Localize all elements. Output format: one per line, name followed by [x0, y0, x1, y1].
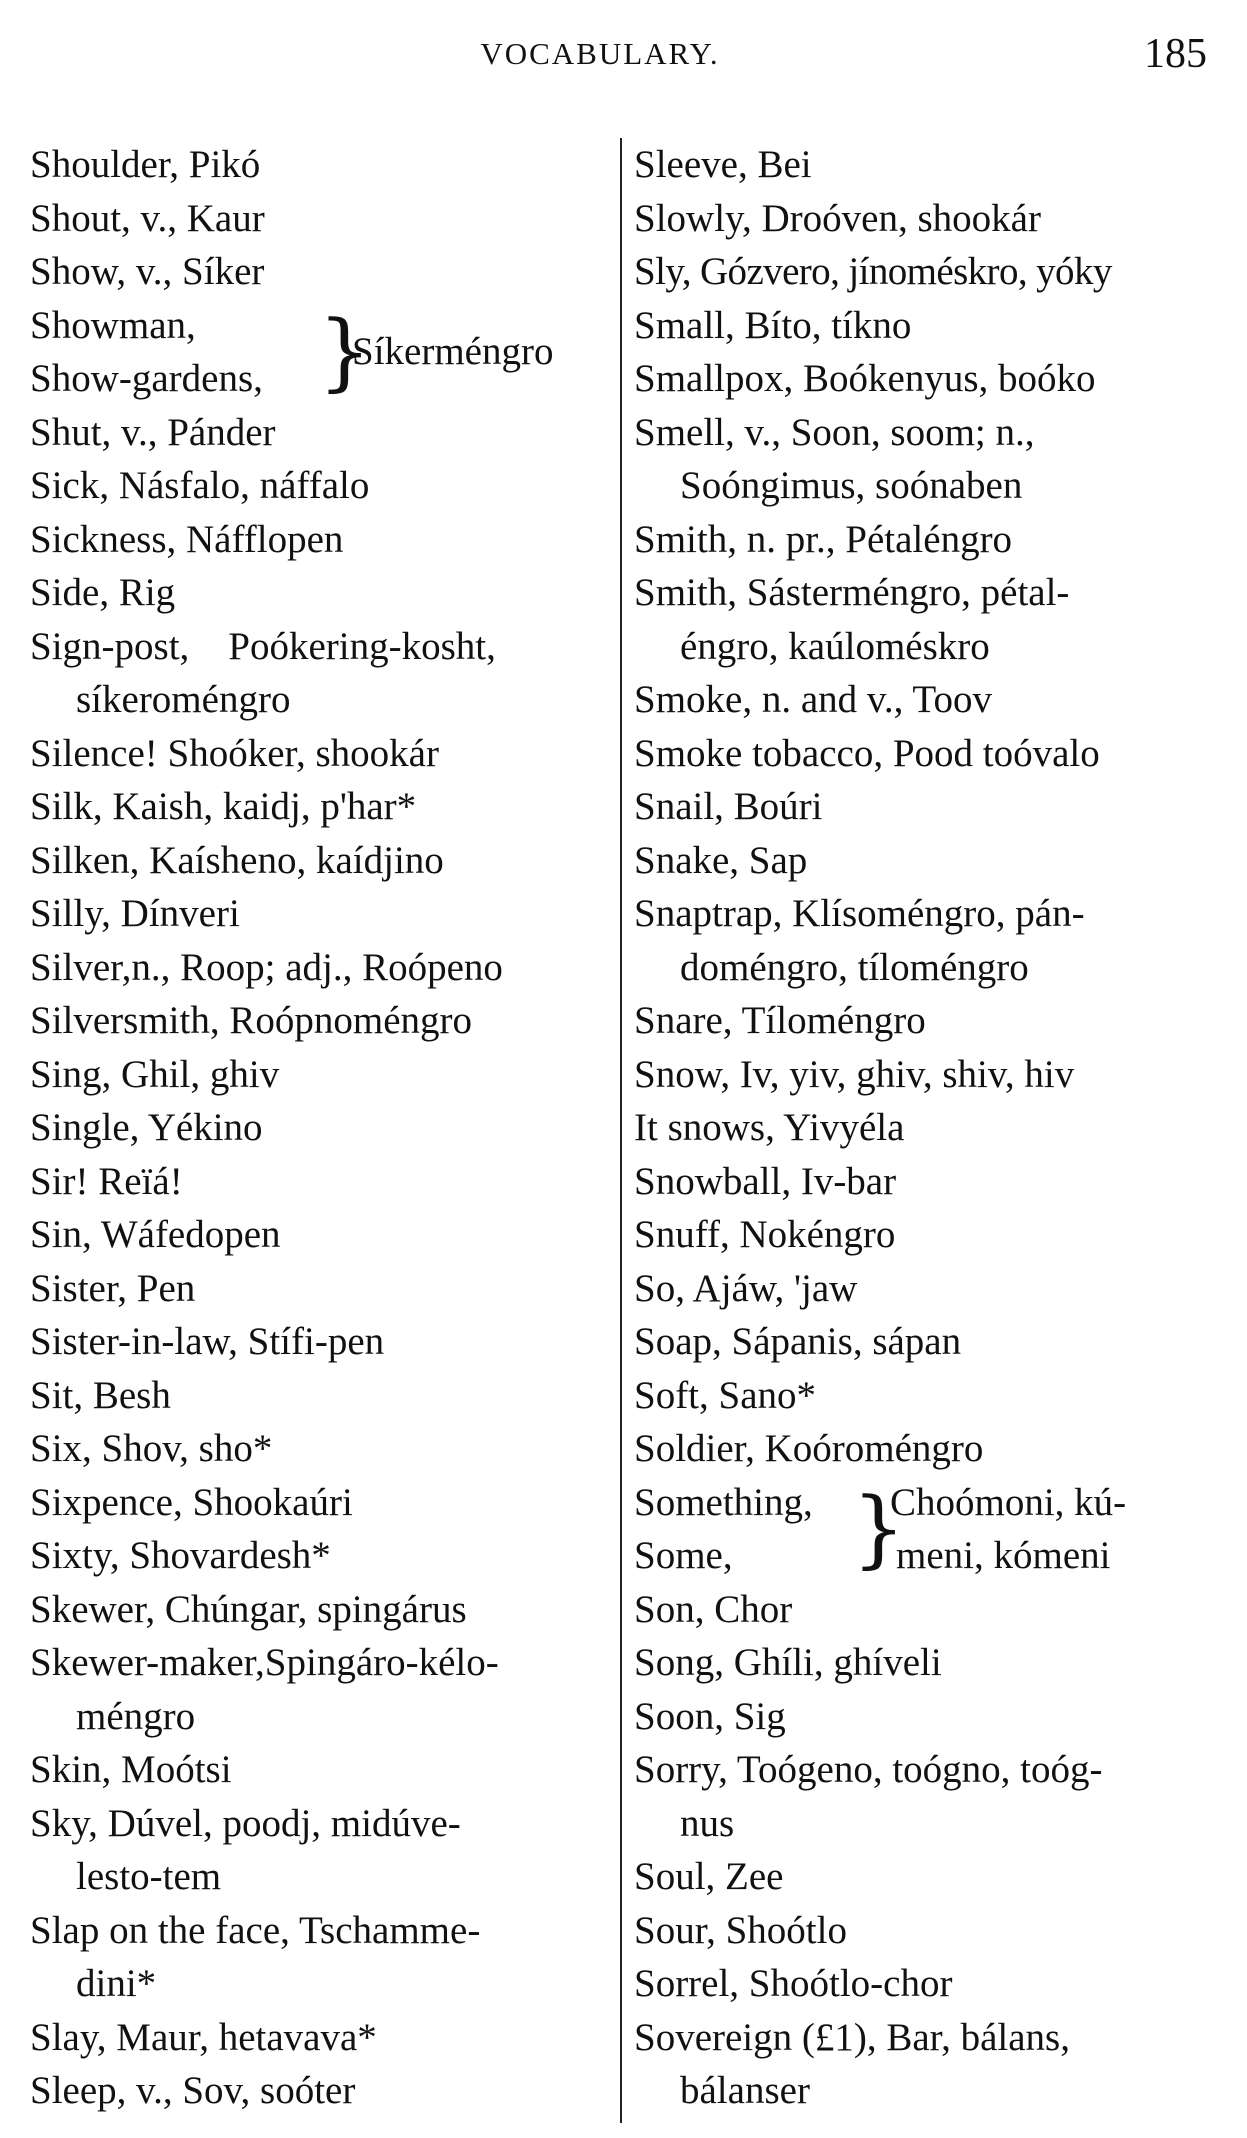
- entry-line: It snows, Yivyéla: [634, 1106, 905, 1149]
- entry-line: Sixty, Shovardesh*: [30, 1534, 331, 1577]
- entry-line: Sister, Pen: [30, 1266, 196, 1310]
- entry-line: Sour, Shoótlo: [634, 1908, 847, 1952]
- entry-line: Sleep, v., Sov, soóter: [30, 2069, 356, 2112]
- entry-line: Slap on the face, Tschamme-: [30, 1908, 481, 1952]
- bracketed-entry: [634, 1476, 1219, 1583]
- entry-term: Something,: [634, 1480, 813, 1524]
- entry-line: Side, Rig: [30, 571, 176, 614]
- entry-line: Shout, v., Kaur: [30, 196, 265, 240]
- entry-continuation: nus: [680, 1801, 735, 1845]
- entry-line: Soon, Sig: [634, 1694, 786, 1738]
- entry-line: Silk, Kaish, kaidj, p'har*: [30, 785, 417, 828]
- brace-glyph: }: [318, 301, 372, 400]
- entry-continuation: doméngro, tíloméngro: [680, 945, 1029, 989]
- entry-line: Silversmith, Roópnoméngro: [30, 999, 472, 1042]
- right-column: [634, 138, 1219, 2118]
- running-head: VOCABULARY.: [480, 36, 720, 71]
- entry-continuation: méngro: [76, 1694, 196, 1738]
- entry-line: Show, v., Síker: [30, 250, 265, 293]
- bracketed-entry: [30, 299, 610, 406]
- entry-line: Smith, n. pr., Pétaléngro: [634, 517, 1013, 561]
- entry-line: Sky, Dúvel, poodj, midúve-: [30, 1801, 461, 1845]
- entry-definition: Choómoni, kú-: [890, 1480, 1127, 1524]
- entry-line: Smallpox, Boókenyus, boóko: [634, 357, 1096, 400]
- entry-continuation: éngro, kaúloméskro: [680, 624, 990, 668]
- entry-line: Snuff, Nokéngro: [634, 1213, 896, 1256]
- entry-line: Sing, Ghil, ghiv: [30, 1052, 280, 1096]
- entry-line: Snare, Tíloméngro: [634, 999, 926, 1042]
- entry-line: Sorry, Toógeno, toógno, toóg-: [634, 1748, 1103, 1791]
- entry-line: Snake, Sap: [634, 838, 808, 882]
- entry-line: Slay, Maur, hetavava*: [30, 2015, 377, 2059]
- entry-line: Sister-in-law, Stífi-pen: [30, 1320, 385, 1363]
- entry-line: Skewer-maker,Spingáro-kélo-: [30, 1641, 499, 1684]
- entry-line: Smoke tobacco, Pood toóvalo: [634, 731, 1100, 775]
- entry-line: Sovereign (£1), Bar, bálans,: [634, 2015, 1070, 2059]
- entry-line: Silly, Dínveri: [30, 892, 240, 935]
- entry-line: Smell, v., Soon, soom; n.,: [634, 410, 1035, 454]
- entry-definition: meni, kómeni: [896, 1534, 1111, 1577]
- entry-line: Soft, Sano*: [634, 1373, 817, 1417]
- entry-line: Soap, Sápanis, sápan: [634, 1320, 962, 1363]
- entry-line: Sorrel, Shoótlo-chor: [634, 1962, 953, 2005]
- entry-line: Silver,n., Roop; adj., Roópeno: [30, 945, 503, 989]
- entry-line: Sickness, Náfflopen: [30, 517, 344, 561]
- entry-line: Snowball, Iv-bar: [634, 1159, 897, 1203]
- entry-line: Sixpence, Shookaúri: [30, 1480, 353, 1524]
- entry-line: Small, Bíto, tíkno: [634, 303, 912, 347]
- entry-line: Sign-post, Poókering-kosht,: [30, 624, 496, 668]
- entry-line: Sin, Wáfedopen: [30, 1213, 281, 1256]
- entry-definition: Síkerméngro: [352, 329, 554, 373]
- entry-line: Sick, Násfalo, náffalo: [30, 464, 370, 507]
- entry-continuation: lesto-tem: [76, 1855, 222, 1898]
- entry-line: Son, Chor: [634, 1587, 793, 1631]
- entry-line: Single, Yékino: [30, 1106, 263, 1149]
- entry-line: Snaptrap, Klísoméngro, pán-: [634, 892, 1085, 935]
- entry-line: Sleeve, Bei: [634, 143, 812, 186]
- entry-line: Smith, Sásterméngro, pétal-: [634, 571, 1070, 614]
- entry-line: Sit, Besh: [30, 1373, 171, 1417]
- entry-line: Skewer, Chúngar, spingárus: [30, 1587, 467, 1631]
- entry-line: So, Ajáw, 'jaw: [634, 1266, 858, 1310]
- entry-line: Soul, Zee: [634, 1855, 784, 1898]
- entry-line: Sir! Reïá!: [30, 1159, 183, 1203]
- entry-line: Sly, Gózvero, jínoméskro, yóky: [634, 250, 1112, 293]
- entry-continuation: síkeroméngro: [76, 678, 291, 721]
- entry-continuation: Soóngimus, soónaben: [680, 464, 1023, 507]
- column-divider: [620, 138, 622, 2123]
- page-number: 185: [1144, 31, 1207, 77]
- entry-line: Six, Shov, sho*: [30, 1427, 273, 1470]
- entry-continuation: bálanser: [680, 2069, 810, 2112]
- entry-line: Skin, Moótsi: [30, 1748, 232, 1791]
- entry-line: Shoulder, Pikó: [30, 143, 261, 186]
- entry-line: Soldier, Koóroméngro: [634, 1427, 984, 1470]
- entry-line: Silken, Kaísheno, kaídjino: [30, 838, 444, 882]
- entry-line: Snow, Iv, yiv, ghiv, shiv, hiv: [634, 1052, 1075, 1096]
- entry-line: Silence! Shoóker, shookár: [30, 731, 439, 775]
- left-column: [30, 138, 610, 2118]
- entry-line: Song, Ghíli, ghíveli: [634, 1641, 942, 1684]
- entry-line: Shut, v., Pánder: [30, 410, 276, 454]
- entry-term: Some,: [634, 1534, 733, 1577]
- entry-term: Showman,: [30, 303, 196, 347]
- entry-continuation: dini*: [76, 1962, 157, 2005]
- entry-term: Show-gardens,: [30, 357, 263, 400]
- entry-line: Smoke, n. and v., Toov: [634, 678, 993, 721]
- entry-line: Snail, Boúri: [634, 785, 823, 828]
- brace-glyph: }: [852, 1478, 906, 1577]
- entry-line: Slowly, Droóven, shookár: [634, 196, 1041, 240]
